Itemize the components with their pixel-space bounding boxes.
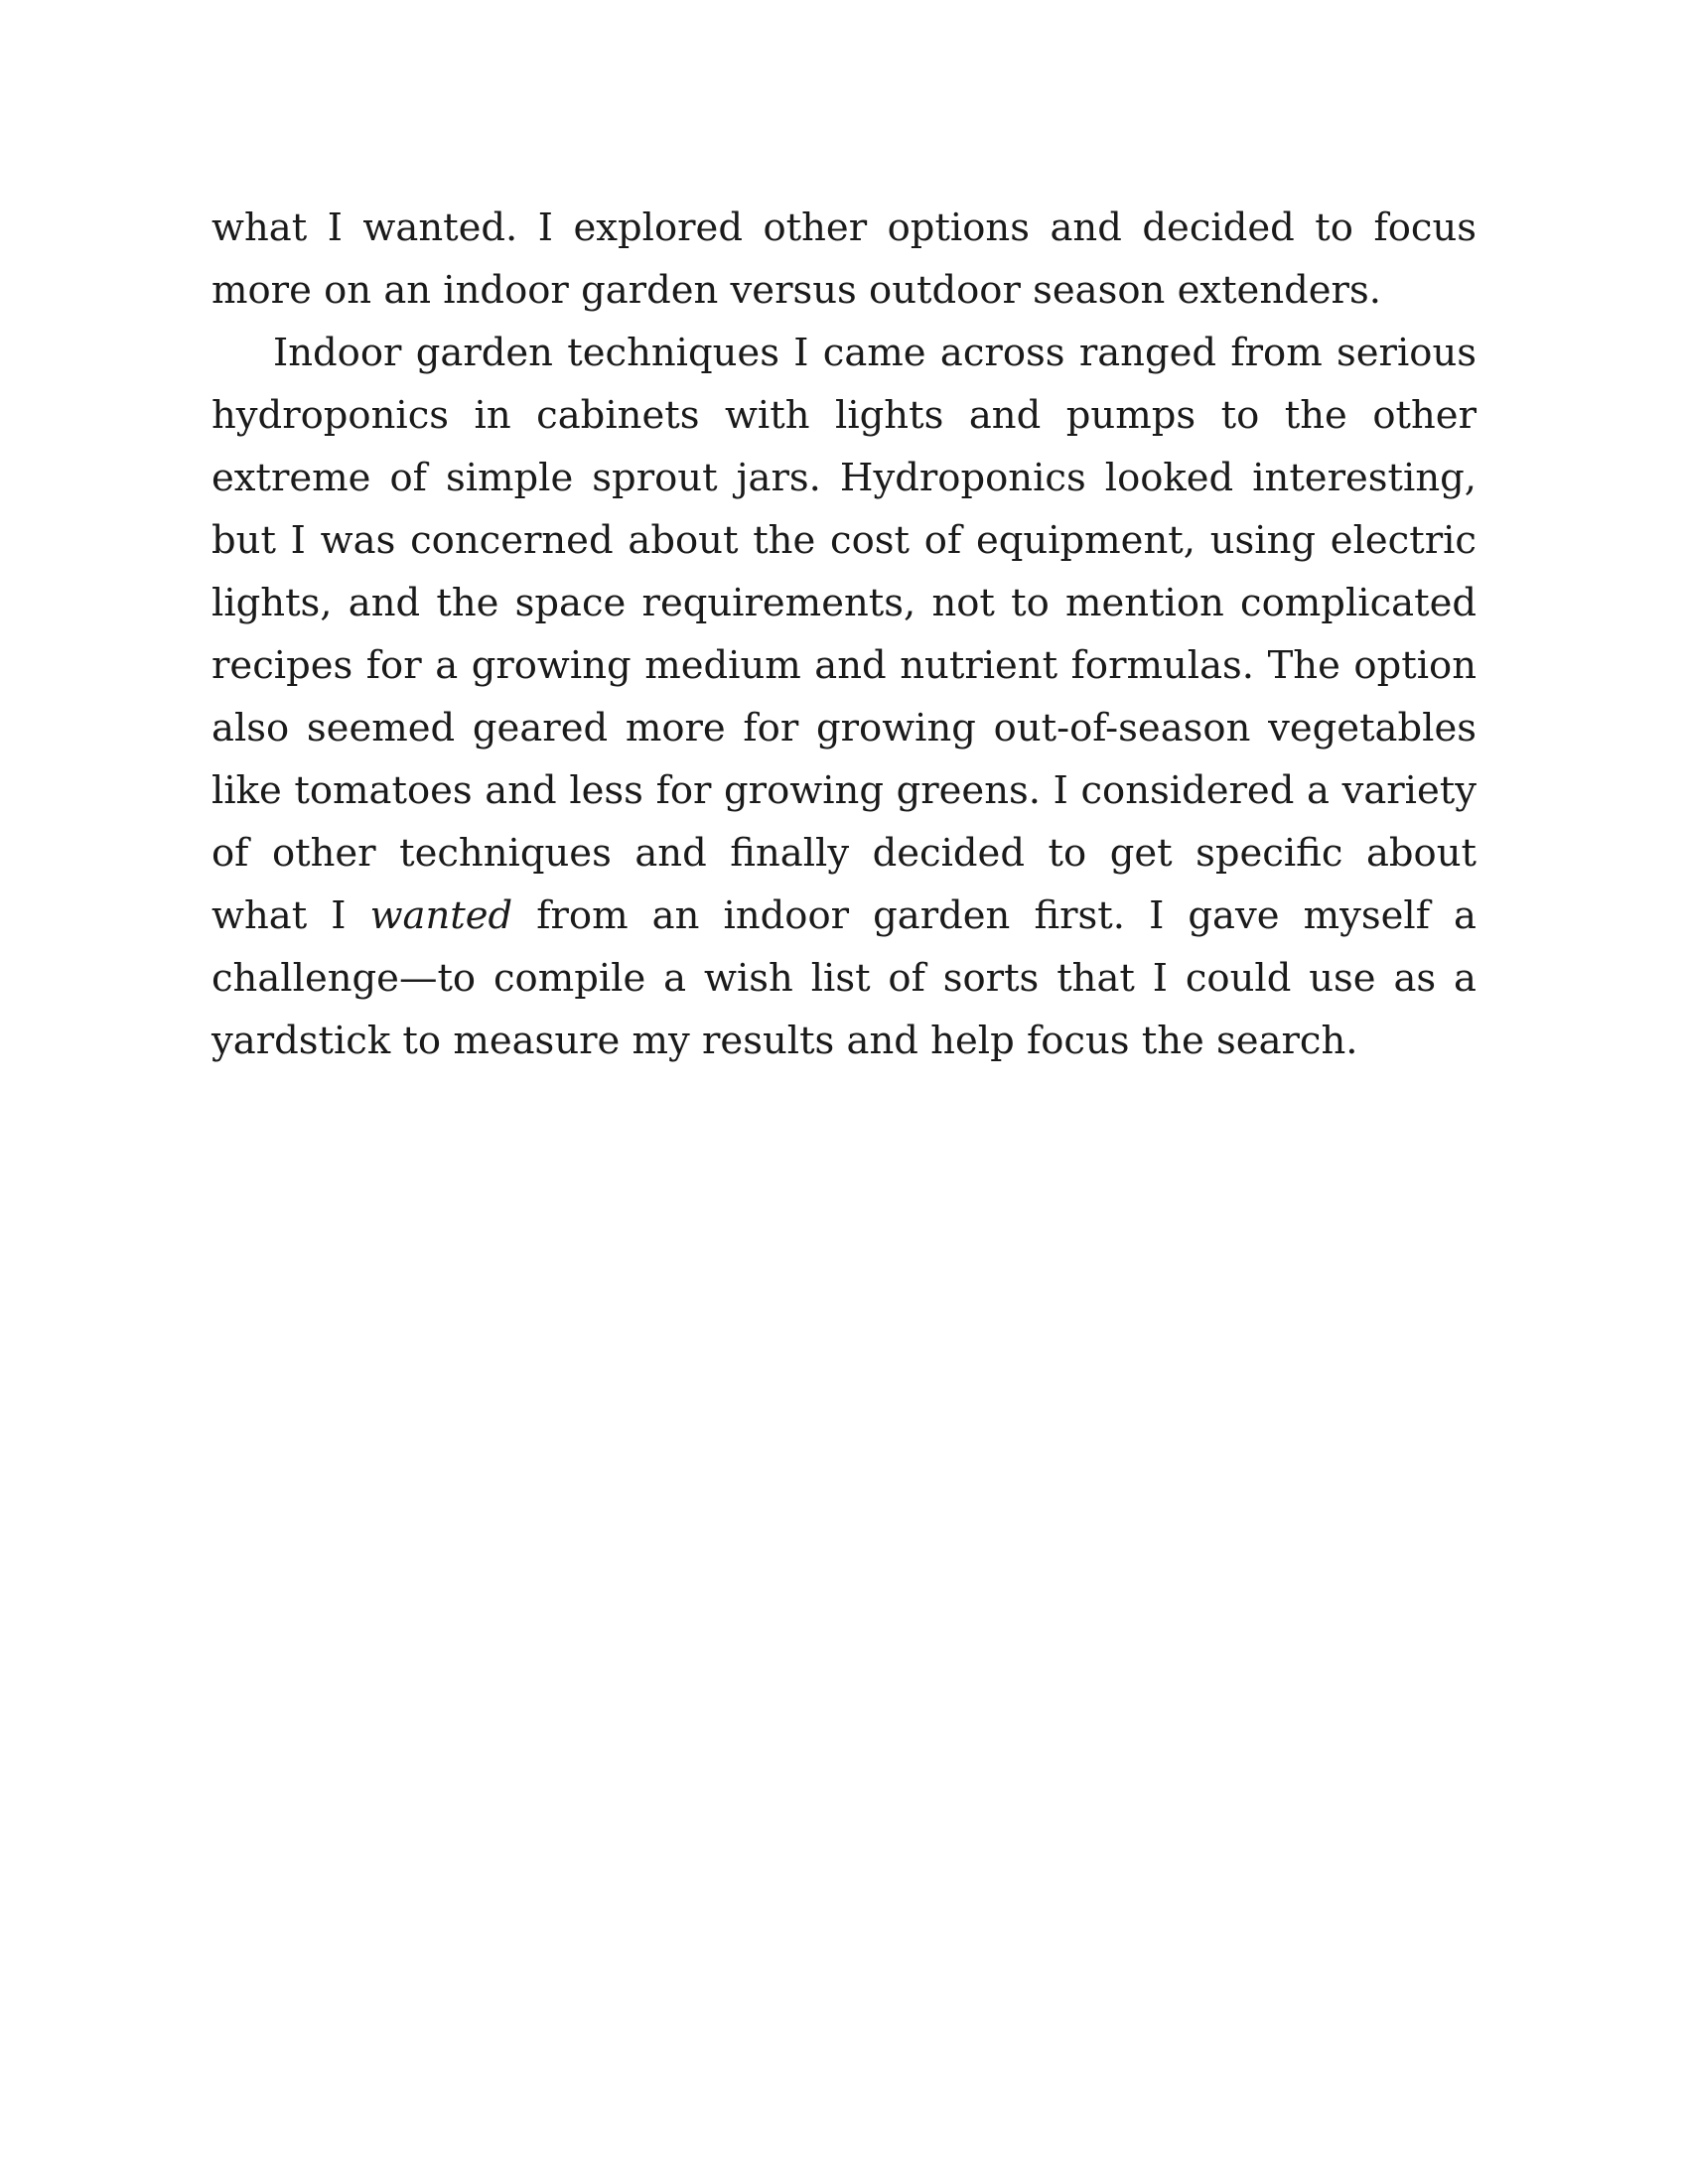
body-text	[211, 197, 1477, 1072]
italic-word: wanted	[369, 893, 513, 938]
paragraph-continued: what I wanted. I explored other options and decided to focus more on an indoor garden versus outdoor season extenders.	[211, 205, 1477, 313]
paragraph-text-after-italic: from an indoor garden first. I gave myself a challenge—to compile a wish list of sorts that I could use as a yardstick to measure my results and help focus the search.	[211, 893, 1477, 1063]
paragraph-text-before-italic: Indoor garden techniques I came across ranged from serious hydroponics in cabinets with lights and pumps to the other extreme of simple sprout jars. Hydroponics looked interesting, but I was concerned about the cost of equipment, using electric lights, and the space requirements, not to mention complicated recipes for a growing medium and nutrient formulas. The option also seemed geared more for growing out-of-season vegetables like tomatoes and less for growing greens. I considered a variety of other techniques and finally decided to get specific about what I	[211, 331, 1477, 938]
paragraph-indoor-garden	[211, 322, 1477, 1072]
